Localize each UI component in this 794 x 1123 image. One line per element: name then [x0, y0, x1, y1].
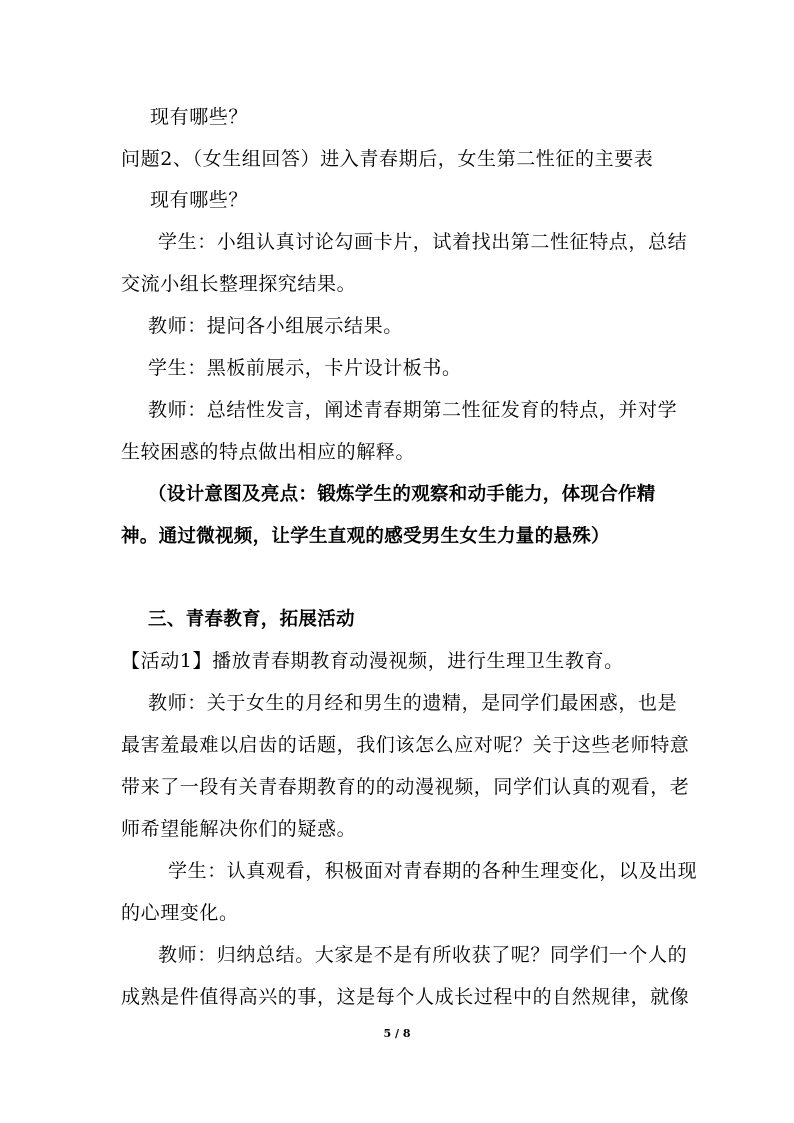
paragraph-line: 生较困惑的特点做出相应的解释。	[121, 441, 416, 463]
activity-1-line: 【活动1】播放青春期教育动漫视频，进行生理卫生教育。	[121, 650, 624, 672]
paragraph-line: 最害羞最难以启齿的话题，我们该怎么应对呢？关于这些老师特意	[121, 734, 690, 756]
section-heading: 三、青春教育，拓展活动	[148, 609, 355, 630]
teacher-line: 教师：归纳总结。大家是不是有所收获了呢？同学们一个人的	[158, 944, 688, 966]
teacher-line: 教师：关于女生的月经和男生的遗精，是同学们最困惑，也是	[148, 692, 678, 714]
paragraph-line: 师希望能解决你们的疑惑。	[121, 818, 357, 840]
page-number: 5 / 8	[383, 1027, 411, 1040]
paragraph-line: 现有哪些？	[150, 189, 249, 211]
question-2-line: 问题2、（女生组回答）进入青春期后，女生第二性征的主要表	[121, 148, 654, 170]
design-intent-line: 神。通过微视频，让学生直观的感受男生女生力量的悬殊）	[121, 526, 610, 547]
student-response-line: 学生：小组认真讨论勾画卡片，试着找出第二性征特点，总结	[158, 231, 688, 253]
teacher-line: 教师：提问各小组展示结果。	[148, 315, 403, 337]
student-line: 学生：黑板前展示，卡片设计板书。	[148, 357, 462, 379]
design-intent-line: （设计意图及亮点：锻炼学生的观察和动手能力，体现合作精	[148, 484, 656, 505]
paragraph-line: 现有哪些？	[150, 106, 249, 128]
teacher-summary-line: 教师：总结性发言，阐述青春期第二性征发育的特点，并对学	[148, 399, 678, 421]
paragraph-line: 交流小组长整理探究结果。	[121, 273, 357, 295]
paragraph-line: 带来了一段有关青春期教育的的动漫视频，同学们认真的观看，老	[121, 776, 690, 798]
paragraph-line: 成熟是件值得高兴的事，这是每个人成长过程中的自然规律，就像	[121, 986, 690, 1008]
paragraph-line: 的心理变化。	[121, 902, 239, 924]
student-line: 学生：认真观看，积极面对青春期的各种生理变化，以及出现	[168, 860, 698, 882]
